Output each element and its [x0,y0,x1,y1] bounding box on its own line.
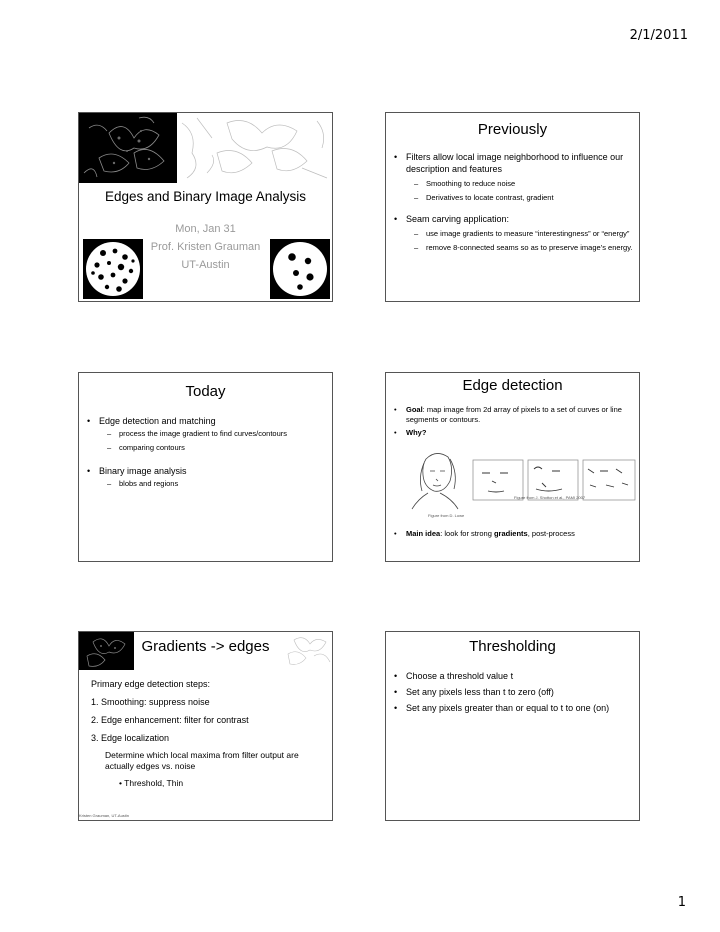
slide-thresholding [385,631,640,821]
slide-heading: Today [185,383,226,400]
page-number: 1 [677,895,686,910]
step-smoothing: 1. Smoothing: suppress noise [91,697,210,707]
goal-label: Goal [406,405,423,414]
main-idea-label: Main idea [406,529,441,538]
goal-text: : map image from 2d array of pixels to a set of curves or line segments or contours. [406,405,622,424]
bullet-set-zero: • Set any pixels less than t to zero (off) [390,686,633,698]
main-idea-text-end: , post-process [527,529,575,538]
slide-previously [385,112,640,302]
figure-credit-shotton: Figure from J. Shotton et al., PAMI 2007 [514,495,586,500]
bullet-text: Filters allow local image neighborhood to influence our description and features [406,152,624,174]
slide-title [78,112,333,302]
edge-steps [91,678,326,789]
slide-heading: Thresholding [469,638,556,655]
sub-bullet-energy: – use image gradients to measure “interestingness” or “energy” [390,229,633,239]
bullet-list [390,151,633,259]
bullet-main-idea [390,529,633,539]
bullet-list-main-idea [390,529,633,545]
slide-heading: Previously [477,121,548,138]
bullet-list [83,415,326,495]
figure-credit-lowe: Figure from D. Lowe [428,513,465,518]
step-threshold-thin: • Threshold, Thin [119,778,184,788]
footer-credit: Kristen Grauman, UT-Austin [79,813,130,818]
sub-bullet-remove-seams: – remove 8-connected seams so as to preserve image’s energy. [390,243,633,253]
blobs-petri-dish-image [83,239,143,299]
bullet-edge-detection [83,415,326,453]
face-sketch-image [408,447,464,511]
slide-heading: Edge detection [462,377,563,394]
sub-bullet-smoothing: – Smoothing to reduce noise [390,179,633,189]
bullet-filters [390,151,633,203]
binary-blobs-image [270,239,330,299]
bullet-text: Edge detection and matching [99,416,216,426]
bullet-binary-analysis [83,465,326,489]
slide-heading: Gradients -> edges [141,638,270,655]
affiliation: UT-Austin [181,259,230,271]
why-label: Why? [406,428,427,437]
bullet-set-one: • Set any pixels greater than or equal to t to one (on) [390,702,633,714]
bullet-seam-carving [390,213,633,253]
slide-title-heading: Edges and Binary Image Analysis [104,189,307,204]
bullet-goal [390,405,633,425]
bullet-list [390,405,633,444]
author-name: Prof. Kristen Grauman [150,241,261,253]
butterfly-edge-image [177,113,333,183]
bullet-text: Binary image analysis [99,466,187,476]
sub-bullet-contours: – comparing contours [83,443,326,453]
bullet-choose-threshold: • Choose a threshold value t [390,670,633,682]
step-localization-desc: Determine which local maxima from filter output are actually edges vs. noise [105,750,299,771]
step-localization: 3. Edge localization [91,733,170,743]
lecture-date: Mon, Jan 31 [175,223,236,235]
bullet-text: Seam carving application: [406,214,510,224]
step-enhancement: 2. Edge enhancement: filter for contrast [91,715,249,725]
main-idea-bold: gradients [493,529,528,538]
steps-intro: Primary edge detection steps: [91,679,211,689]
slide-edge-detection [385,372,640,562]
sub-bullet-derivatives: – Derivatives to locate contrast, gradient [390,193,633,203]
slide-today [78,372,333,562]
bullet-list [390,670,633,720]
slide-gradients-edges [78,631,333,821]
page-date: 2/1/2011 [629,28,688,43]
sub-bullet-gradient: – process the image gradient to find curves/contours [83,429,326,439]
bullet-why [390,428,633,438]
main-idea-text: : look for strong [440,529,494,538]
sub-bullet-blobs: – blobs and regions [83,479,326,489]
butterfly-texture-image [79,113,177,183]
